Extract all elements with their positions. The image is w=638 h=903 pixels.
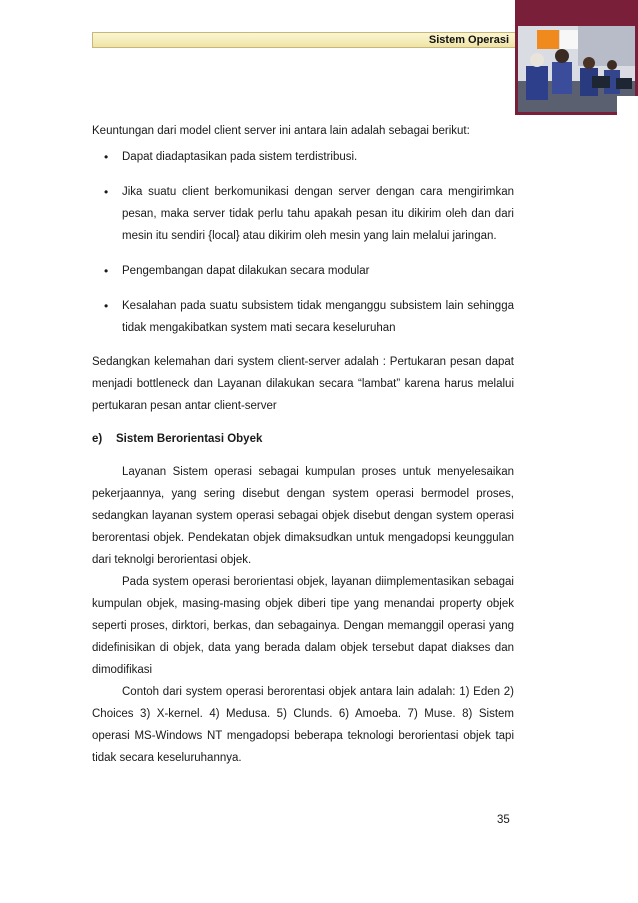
- section-heading: [92, 433, 262, 445]
- body-paragraph: Pada system operasi berorientasi objek, layanan diimplementasikan sebagai kumpulan objek, masing-masing objek diberi tipe yang menandai property objek seperti proses, dirktori, berkas, dan sebagainya. Dengan memanggil operasi yang didefinisikan di objek, data yang berada dalam objek tersebut dapat diakses dan dimodifikasi: [92, 576, 514, 676]
- list-item: • Pengembangan dapat dilakukan secara modular: [100, 260, 514, 282]
- running-header-title: Sistem Operasi: [428, 34, 509, 46]
- list-item: • Jika suatu client berkomunikasi dengan server dengan cara mengirimkan pesan, maka server tidak perlu tahu apakah pesan itu dikirim oleh dan dari mesin itu sendiri {local} atau dikirim oleh mesin yang lain melalui jaringan.: [100, 181, 514, 247]
- header-orange-block: [537, 30, 559, 49]
- section-title: Sistem Berorientasi Obyek: [116, 433, 263, 445]
- intro-paragraph: Keuntungan dari model client server ini antara lain adalah sebagai berikut:: [92, 125, 470, 137]
- header-white-block: [617, 96, 638, 115]
- section-body: [92, 461, 514, 769]
- running-header: [92, 32, 516, 48]
- section-number: e): [92, 433, 103, 445]
- list-item: • Dapat diadaptasikan pada sistem terdistribusi.: [100, 146, 514, 168]
- header-light-block: [560, 30, 578, 49]
- body-paragraph: Layanan Sistem operasi sebagai kumpulan proses untuk menyelesaikan pekerjaannya, yang sering disebut dengan system operasi bermodel proses, sedangkan layanan system operasi sebagai objek disebut dengan system operasi berorentasi objek. Pendekatan objek dimaksudkan untuk mengadopsi keunggulan dari teknolgi berorientasi objek.: [92, 466, 514, 566]
- disadvantage-paragraph: Sedangkan kelemahan dari system client-server adalah : Pertukaran pesan dapat menjadi bottleneck dan Layanan dilakukan secara “lambat” karena harus melalui pertukaran pesan antar client-server: [92, 356, 514, 412]
- list-item: • Kesalahan pada suatu subsistem tidak menganggu subsistem lain sehingga tidak mengakibatkan system mati secara keseluruhan: [100, 295, 514, 339]
- advantages-list: [100, 146, 514, 352]
- body-paragraph: Contoh dari system operasi berorentasi objek antara lain adalah: 1) Eden 2) Choices 3) X-kernel. 4) Medusa. 5) Clunds. 6) Amoeba. 7) Muse. 8) Sistem operasi MS-Windows NT mengadopsi beberapa teknologi berorientasi objek tapi tidak secara keseluruhannya.: [92, 686, 514, 764]
- page-number: 35: [497, 814, 510, 826]
